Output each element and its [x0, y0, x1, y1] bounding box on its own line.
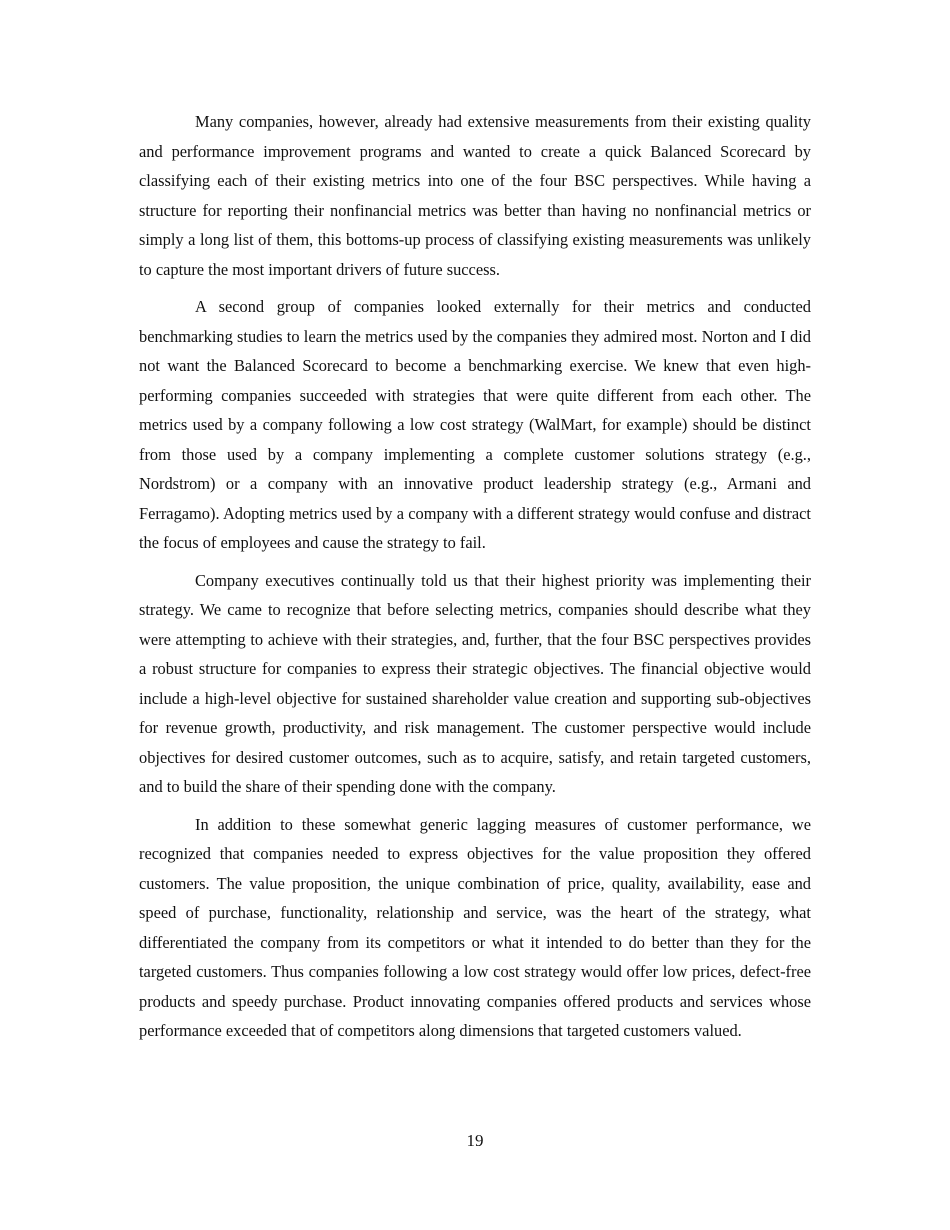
paragraph: Company executives continually told us that their highest priority was implementing their strategy. We came to recognize that before selecting metrics, companies should describe what they were attempting to achieve with their strategies, and, further, that the four BSC perspectives provides a robust structure for companies to express their strategic objectives. The financial objective would include a high-level objective for sustained shareholder value creation and supporting sub-objectives for revenue growth, productivity, and risk management. The customer perspective would include objectives for desired customer outcomes, such as to acquire, satisfy, and retain targeted customers, and to build the share of their spending done with the company. — [139, 570, 811, 796]
paragraph: A second group of companies looked externally for their metrics and conducted benchmarking studies to learn the metrics used by the companies they admired most. Norton and I did not want the Balanced Scorecard to become a benchmarking exercise. We knew that even high-performing companies succeeded with strategies that were quite different from each other. The metrics used by a company following a low cost strategy (WalMart, for example) should be distinct from those used by a company implementing a complete customer solutions strategy (e.g., Nordstrom) or a company with an innovative product leadership strategy (e.g., Armani and Ferragamo). Adopting metrics used by a company with a different strategy would confuse and distract the focus of employees and cause the strategy to fail. — [139, 297, 811, 552]
page-number: 19 — [466, 1131, 484, 1150]
paragraph: In addition to these somewhat generic lagging measures of customer performance, we recognized that companies needed to express objectives for the value proposition they offered customers. The value proposition, the unique combination of price, quality, availability, ease and speed of purchase, functionality, relationship and service, was the heart of the strategy, what differentiated the company from its competitors or what it intended to do better than they for the targeted customers. Thus companies following a low cost strategy would offer low prices, defect-free products and speedy purchase. Product innovating companies offered products and services whose performance exceeded that of competitors along dimensions that targeted customers valued. — [139, 814, 811, 1040]
body-text — [139, 107, 811, 1054]
paragraph: Many companies, however, already had extensive measurements from their existing quality and performance improvement programs and wanted to create a quick Balanced Scorecard by classifying each of their existing metrics into one of the four BSC perspectives. While having a structure for reporting their nonfinancial metrics was better than having no nonfinancial metrics or simply a long list of them, this bottoms-up process of classifying existing measurements was unlikely to capture the most important drivers of future success. — [139, 112, 811, 279]
